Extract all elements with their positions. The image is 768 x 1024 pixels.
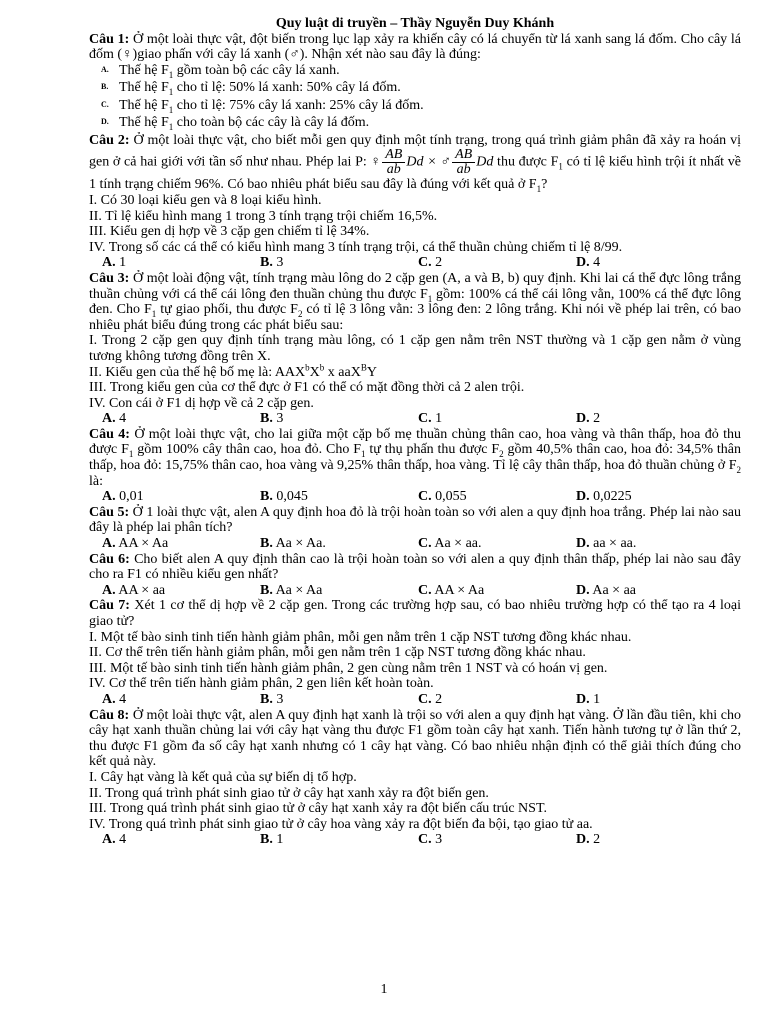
answer-letter: A. xyxy=(102,255,116,271)
subscript: 2 xyxy=(736,464,741,475)
question-4-text: gồm 100% cây thân cao, hoa đỏ. Cho F xyxy=(133,442,361,458)
option-text: gồm toàn bộ các cây lá xanh. xyxy=(173,62,340,78)
answer-d[interactable] xyxy=(576,255,734,271)
answer-c[interactable] xyxy=(418,692,576,708)
answer-d[interactable] xyxy=(576,489,734,505)
answer-c[interactable] xyxy=(418,583,576,599)
answer-d[interactable] xyxy=(576,411,734,427)
question-8-label: Câu 8: xyxy=(89,707,130,723)
question-2-text: có tỉ lệ kiểu hình trội ít nhất về 1 tính trạng chiếm 96%. Có bao nhiêu phát biểu sau đây là đúng với kết quả ở F xyxy=(89,155,741,193)
statement: I. Trong 2 cặp gen quy định tính trạng màu lông, có 1 cặp gen nằm trên NST thường và 1 cặp gen nằm ở vùng tương không tương đồng trên X. xyxy=(89,333,741,364)
question-4-text: tự thụ phấn thu được F xyxy=(365,442,500,458)
statement-text: x aaX xyxy=(324,364,361,380)
option-sub: 1 xyxy=(168,87,174,98)
question-2-label: Câu 2: xyxy=(89,132,130,148)
statement: II. Trong quá trình phát sinh giao tử ở cây hạt xanh xảy ra đột biến gen. xyxy=(89,785,489,801)
answer-value: 0,0225 xyxy=(589,489,632,505)
answer-b[interactable] xyxy=(260,489,418,505)
answer-letter: A. xyxy=(102,536,116,552)
answer-value: 3 xyxy=(431,832,443,848)
question-3-text: Ở một loài động vật, tính trạng màu lông do 2 cặp gen (A, a và B, b) quy định. Khi lai cá thể đực lông trắng thuần chủng với cá thể cái lông đen thuần chủng thu được F xyxy=(89,270,741,302)
answer-value: 4 xyxy=(589,255,601,271)
answer-letter: B. xyxy=(260,536,273,552)
question-4-text: gồm 40,5% thân cao, hoa đỏ: 34,5% thân thấp, hoa đỏ: 15,75% thân cao, hoa vàng và 9,25% thân thấp, hoa vàng. Tỉ lệ cây thân thấp, hoa đỏ thuần chủng ở F xyxy=(89,442,741,474)
answer-value: 2 xyxy=(431,255,443,271)
answer-letter: C. xyxy=(418,582,432,598)
answer-a[interactable] xyxy=(102,255,260,271)
answer-c[interactable] xyxy=(418,411,576,427)
answer-letter: C. xyxy=(418,411,432,427)
answer-value: 1 xyxy=(431,411,443,427)
document-page xyxy=(89,16,741,848)
answer-b[interactable] xyxy=(260,832,418,848)
answer-value: Aa × aa xyxy=(589,582,636,598)
answer-value: Aa × aa. xyxy=(431,536,482,552)
answer-value: 0,045 xyxy=(272,489,308,505)
statement: I. Cây hạt vàng là kết quả của sự biến dị tổ hợp. xyxy=(89,769,357,785)
answer-letter: A. xyxy=(102,489,116,505)
question-4-answers xyxy=(102,489,741,505)
option-letter: C. xyxy=(101,99,109,109)
page-title: Quy luật di truyền – Thầy Nguyễn Duy Khánh xyxy=(275,16,555,31)
statement: IV. Trong số các cá thể có kiểu hình mang 3 tính trạng trội, cá thể thuần chủng chiếm tỉ lệ 8/99. xyxy=(89,239,623,255)
subscript: 1 xyxy=(427,293,433,304)
answer-letter: B. xyxy=(260,411,273,427)
option-letter: D. xyxy=(101,117,109,127)
option-text: Thế hệ F xyxy=(119,62,169,78)
answer-b[interactable] xyxy=(260,536,418,552)
genotype-fraction xyxy=(452,148,475,177)
subscript: 2 xyxy=(297,308,303,319)
answer-value: 3 xyxy=(272,255,284,271)
subscript: 1 xyxy=(151,308,157,319)
answer-letter: A. xyxy=(102,691,116,707)
answer-letter: A. xyxy=(102,832,116,848)
answer-a[interactable] xyxy=(102,489,260,505)
answer-letter: D. xyxy=(576,489,590,505)
answer-letter: B. xyxy=(260,255,273,271)
statement xyxy=(89,361,741,381)
answer-a[interactable] xyxy=(102,832,260,848)
question-7 xyxy=(89,598,741,629)
answer-c[interactable] xyxy=(418,489,576,505)
answer-value: 1 xyxy=(115,255,127,271)
option-sub: 1 xyxy=(168,122,174,133)
question-5-label: Câu 5: xyxy=(89,504,130,520)
question-6 xyxy=(89,552,741,583)
answer-letter: C. xyxy=(418,255,432,271)
answer-letter: C. xyxy=(418,536,432,552)
fraction-numerator: AB xyxy=(452,148,475,163)
page-number: 1 xyxy=(380,982,388,997)
question-7-answers xyxy=(102,692,741,708)
answer-a[interactable] xyxy=(102,692,260,708)
answer-value: Aa × Aa. xyxy=(272,536,326,552)
statement: IV. Con cái ở F1 dị hợp về cả 2 cặp gen. xyxy=(89,395,314,411)
question-4-text: Ở một loài thực vật, cho lai giữa một cặp bố mẹ thuần chủng thân cao, hoa vàng và thân thấp, hoa đỏ thu được F xyxy=(89,426,742,458)
question-7-label: Câu 7: xyxy=(89,598,130,614)
answer-c[interactable] xyxy=(418,832,576,848)
fraction-denominator: ab xyxy=(456,162,471,178)
answer-value: 0,01 xyxy=(115,489,144,505)
cross-text: Dd × ♂ xyxy=(406,155,452,171)
answer-letter: D. xyxy=(576,832,590,848)
answer-letter: D. xyxy=(576,691,590,707)
answer-b[interactable] xyxy=(260,692,418,708)
question-6-label: Câu 6: xyxy=(89,551,130,567)
option-text: cho toàn bộ các cây là cây lá đốm. xyxy=(173,115,370,131)
answer-value: AA × aa xyxy=(115,582,166,598)
question-2-text: thu được F xyxy=(493,155,559,171)
answer-letter: B. xyxy=(260,582,273,598)
statement: I. Có 30 loại kiểu gen và 8 loại kiểu hình. xyxy=(89,192,322,208)
answer-b[interactable] xyxy=(260,411,418,427)
answer-value: AA × Aa xyxy=(115,536,169,552)
statement: II. Cơ thể trên tiến hành giảm phân, mỗi gen nằm trên 1 cặp NST tương đồng khác nhau. xyxy=(89,645,586,661)
question-8 xyxy=(89,708,741,770)
answer-letter: A. xyxy=(102,411,116,427)
subscript: 1 xyxy=(558,161,563,172)
question-3 xyxy=(89,271,741,333)
superscript: b xyxy=(319,361,325,372)
question-4-text: là: xyxy=(89,473,103,489)
question-1-option-d[interactable] xyxy=(89,115,741,133)
question-8-text: Ở một loài thực vật, alen A quy định hạt xanh là trội so với alen a quy định hạt vàng. Ở lần đầu tiên, khi cho cây hạt xanh thuần chủng lai với cây hạt vàng thu được F1 gồm toàn cây hạt xanh. Tiến hành tương tự ở lần thứ 2, thu được F1 gồm đa số cây hạt xanh nhưng có 1 cây hạt vàng. Có bao nhiêu nhận định có thể giải thích đúng cho kết quả này. xyxy=(89,707,741,770)
answer-value: 4 xyxy=(115,832,127,848)
answer-letter: B. xyxy=(260,832,273,848)
statement: III. Một tế bào sinh tinh tiến hành giảm phân, 2 gen cùng nằm trên 1 NST và có hoán vị gen. xyxy=(89,660,608,676)
answer-d[interactable] xyxy=(576,536,734,552)
answer-letter: B. xyxy=(260,489,273,505)
answer-value: 2 xyxy=(589,411,601,427)
option-text: cho tỉ lệ: 75% cây lá xanh: 25% cây lá đốm. xyxy=(173,97,424,113)
question-1-label: Câu 1: xyxy=(89,31,130,47)
answer-letter: D. xyxy=(576,255,590,271)
fraction-numerator: AB xyxy=(382,148,405,163)
option-text: Thế hệ F xyxy=(119,97,169,113)
option-letter: A. xyxy=(101,64,109,74)
statement: I. Một tế bào sinh tinh tiến hành giảm phân, mỗi gen nằm trên 1 cặp NST tương đồng khác nhau. xyxy=(89,629,632,645)
subscript: 2 xyxy=(499,449,504,460)
answer-value: 0,055 xyxy=(431,489,467,505)
answer-b[interactable] xyxy=(260,583,418,599)
statement: III. Trong kiểu gen của cơ thể đực ở F1 có thể có mặt đồng thời cả 2 alen trội. xyxy=(89,380,525,396)
question-3-text: có tỉ lệ 3 lông vằn: 3 lông đen: 2 lông trắng. Khi nói về phép lai trên, có bao nhiêu phát biểu đúng trong các phát biểu sau: xyxy=(89,302,741,333)
answer-value: aa × aa. xyxy=(589,536,637,552)
answer-letter: D. xyxy=(576,536,590,552)
statement-text: X xyxy=(309,364,320,380)
question-7-text: Xét 1 cơ thể dị hợp về 2 cặp gen. Trong các trường hợp sau, có bao nhiêu trường hợp có thể tạo ra 4 loại giao tử? xyxy=(89,598,741,629)
answer-letter: D. xyxy=(576,411,590,427)
question-8-answers xyxy=(102,832,741,848)
answer-d[interactable] xyxy=(576,832,734,848)
question-2-text: Ở một loài thực vật, cho biết mỗi gen quy định một tính trạng, trong quá trình giảm phân đã xảy ra hoán vị gen ở cả hai giới với tần số như nhau. Phép lai P: ♀ xyxy=(89,132,742,171)
question-4-label: Câu 4: xyxy=(89,426,130,442)
answer-value: 4 xyxy=(115,691,127,707)
option-text: Thế hệ F xyxy=(119,80,169,96)
question-2-answers xyxy=(102,255,741,271)
question-2-text: ? xyxy=(541,177,548,193)
question-1-option-b[interactable] xyxy=(89,80,741,98)
answer-value: 1 xyxy=(272,832,284,848)
option-sub: 1 xyxy=(168,104,174,115)
statement-text: Y xyxy=(366,364,377,380)
question-3-text: tự giao phối, thu được F xyxy=(156,302,298,318)
answer-b[interactable] xyxy=(260,255,418,271)
question-1 xyxy=(89,32,741,63)
subscript: 1 xyxy=(360,449,366,460)
question-6-answers xyxy=(102,583,741,599)
fraction-denominator: ab xyxy=(386,162,401,178)
option-sub: 1 xyxy=(168,69,174,80)
question-6-text: Cho biết alen A quy định thân cao là trội hoàn toàn so với alen a quy định thân thấp, phép lai nào sau đây cho ra F1 có nhiều kiểu gen nhất? xyxy=(89,551,741,583)
statement-text: II. Kiểu gen của thế hệ bố mẹ là: AAX xyxy=(89,364,306,380)
answer-value: 2 xyxy=(431,691,443,707)
answer-value: AA × Aa xyxy=(431,582,485,598)
answer-d[interactable] xyxy=(576,583,734,599)
answer-value: Aa × Aa xyxy=(272,582,323,598)
answer-a[interactable] xyxy=(102,536,260,552)
statement: IV. Trong quá trình phát sinh giao tử ở cây hoa vàng xảy ra đột biến đa bội, tạo giao tử aa. xyxy=(89,816,593,832)
option-text: cho tỉ lệ: 50% lá xanh: 50% cây lá đốm. xyxy=(173,80,401,96)
question-3-label: Câu 3: xyxy=(89,270,130,286)
superscript: B xyxy=(360,361,367,372)
subscript: 1 xyxy=(536,184,542,195)
subscript: 1 xyxy=(128,449,134,460)
answer-letter: C. xyxy=(418,832,432,848)
answer-a[interactable] xyxy=(102,583,260,599)
answer-letter: B. xyxy=(260,691,273,707)
genotype-fraction xyxy=(382,148,405,177)
statement: II. Tỉ lệ kiểu hình mang 1 trong 3 tính trạng trội chiếm 16,5%. xyxy=(89,208,438,224)
superscript: b xyxy=(305,361,310,372)
option-text: Thế hệ F xyxy=(119,115,169,131)
option-letter: B. xyxy=(101,82,109,92)
answer-value: 3 xyxy=(272,411,284,427)
question-1-options xyxy=(89,63,741,133)
question-1-option-c[interactable] xyxy=(89,98,741,116)
question-3-text: gồm: 100% cá thể cái lông vằn, 100% cá thể đực lông đen. Cho F xyxy=(89,286,742,318)
answer-value: 4 xyxy=(115,411,127,427)
question-1-option-a[interactable] xyxy=(89,63,741,81)
statement: III. Kiểu gen dị hợp về 3 cặp gen chiếm tỉ lệ 34%. xyxy=(89,224,370,240)
question-1-text: Ở một loài thực vật, đột biến trong lục lạp xảy ra khiến cây có lá chuyển từ lá xanh sang lá đốm. Cho cây lá đốm (♀)giao phấn với cây lá xanh (♂). Nhận xét nào sau đây là đúng: xyxy=(89,31,741,63)
answer-letter: A. xyxy=(102,582,116,598)
answer-value: 1 xyxy=(589,691,601,707)
question-5 xyxy=(89,505,741,536)
question-2 xyxy=(89,133,741,193)
question-4 xyxy=(89,427,741,489)
question-5-text: Ở 1 loài thực vật, alen A quy định hoa đỏ là trội hoàn toàn so với alen a quy định hoa trắng. Phép lai nào sau đây là phép lai phân tích? xyxy=(89,504,741,536)
answer-letter: C. xyxy=(418,489,432,505)
answer-letter: C. xyxy=(418,691,432,707)
statement: IV. Cơ thể trên tiến hành giảm phân, 2 gen liên kết hoàn toàn. xyxy=(89,676,434,692)
answer-value: 2 xyxy=(589,832,601,848)
answer-c[interactable] xyxy=(418,536,576,552)
question-3-answers xyxy=(102,411,741,427)
cross-text: Dd xyxy=(476,155,494,171)
statement: III. Trong quá trình phát sinh giao tử ở cây hạt xanh xảy ra đột biến cấu trúc NST. xyxy=(89,801,547,817)
answer-c[interactable] xyxy=(418,255,576,271)
answer-a[interactable] xyxy=(102,411,260,427)
question-5-answers xyxy=(102,536,741,552)
answer-d[interactable] xyxy=(576,692,734,708)
answer-letter: D. xyxy=(576,582,590,598)
answer-value: 3 xyxy=(272,691,284,707)
